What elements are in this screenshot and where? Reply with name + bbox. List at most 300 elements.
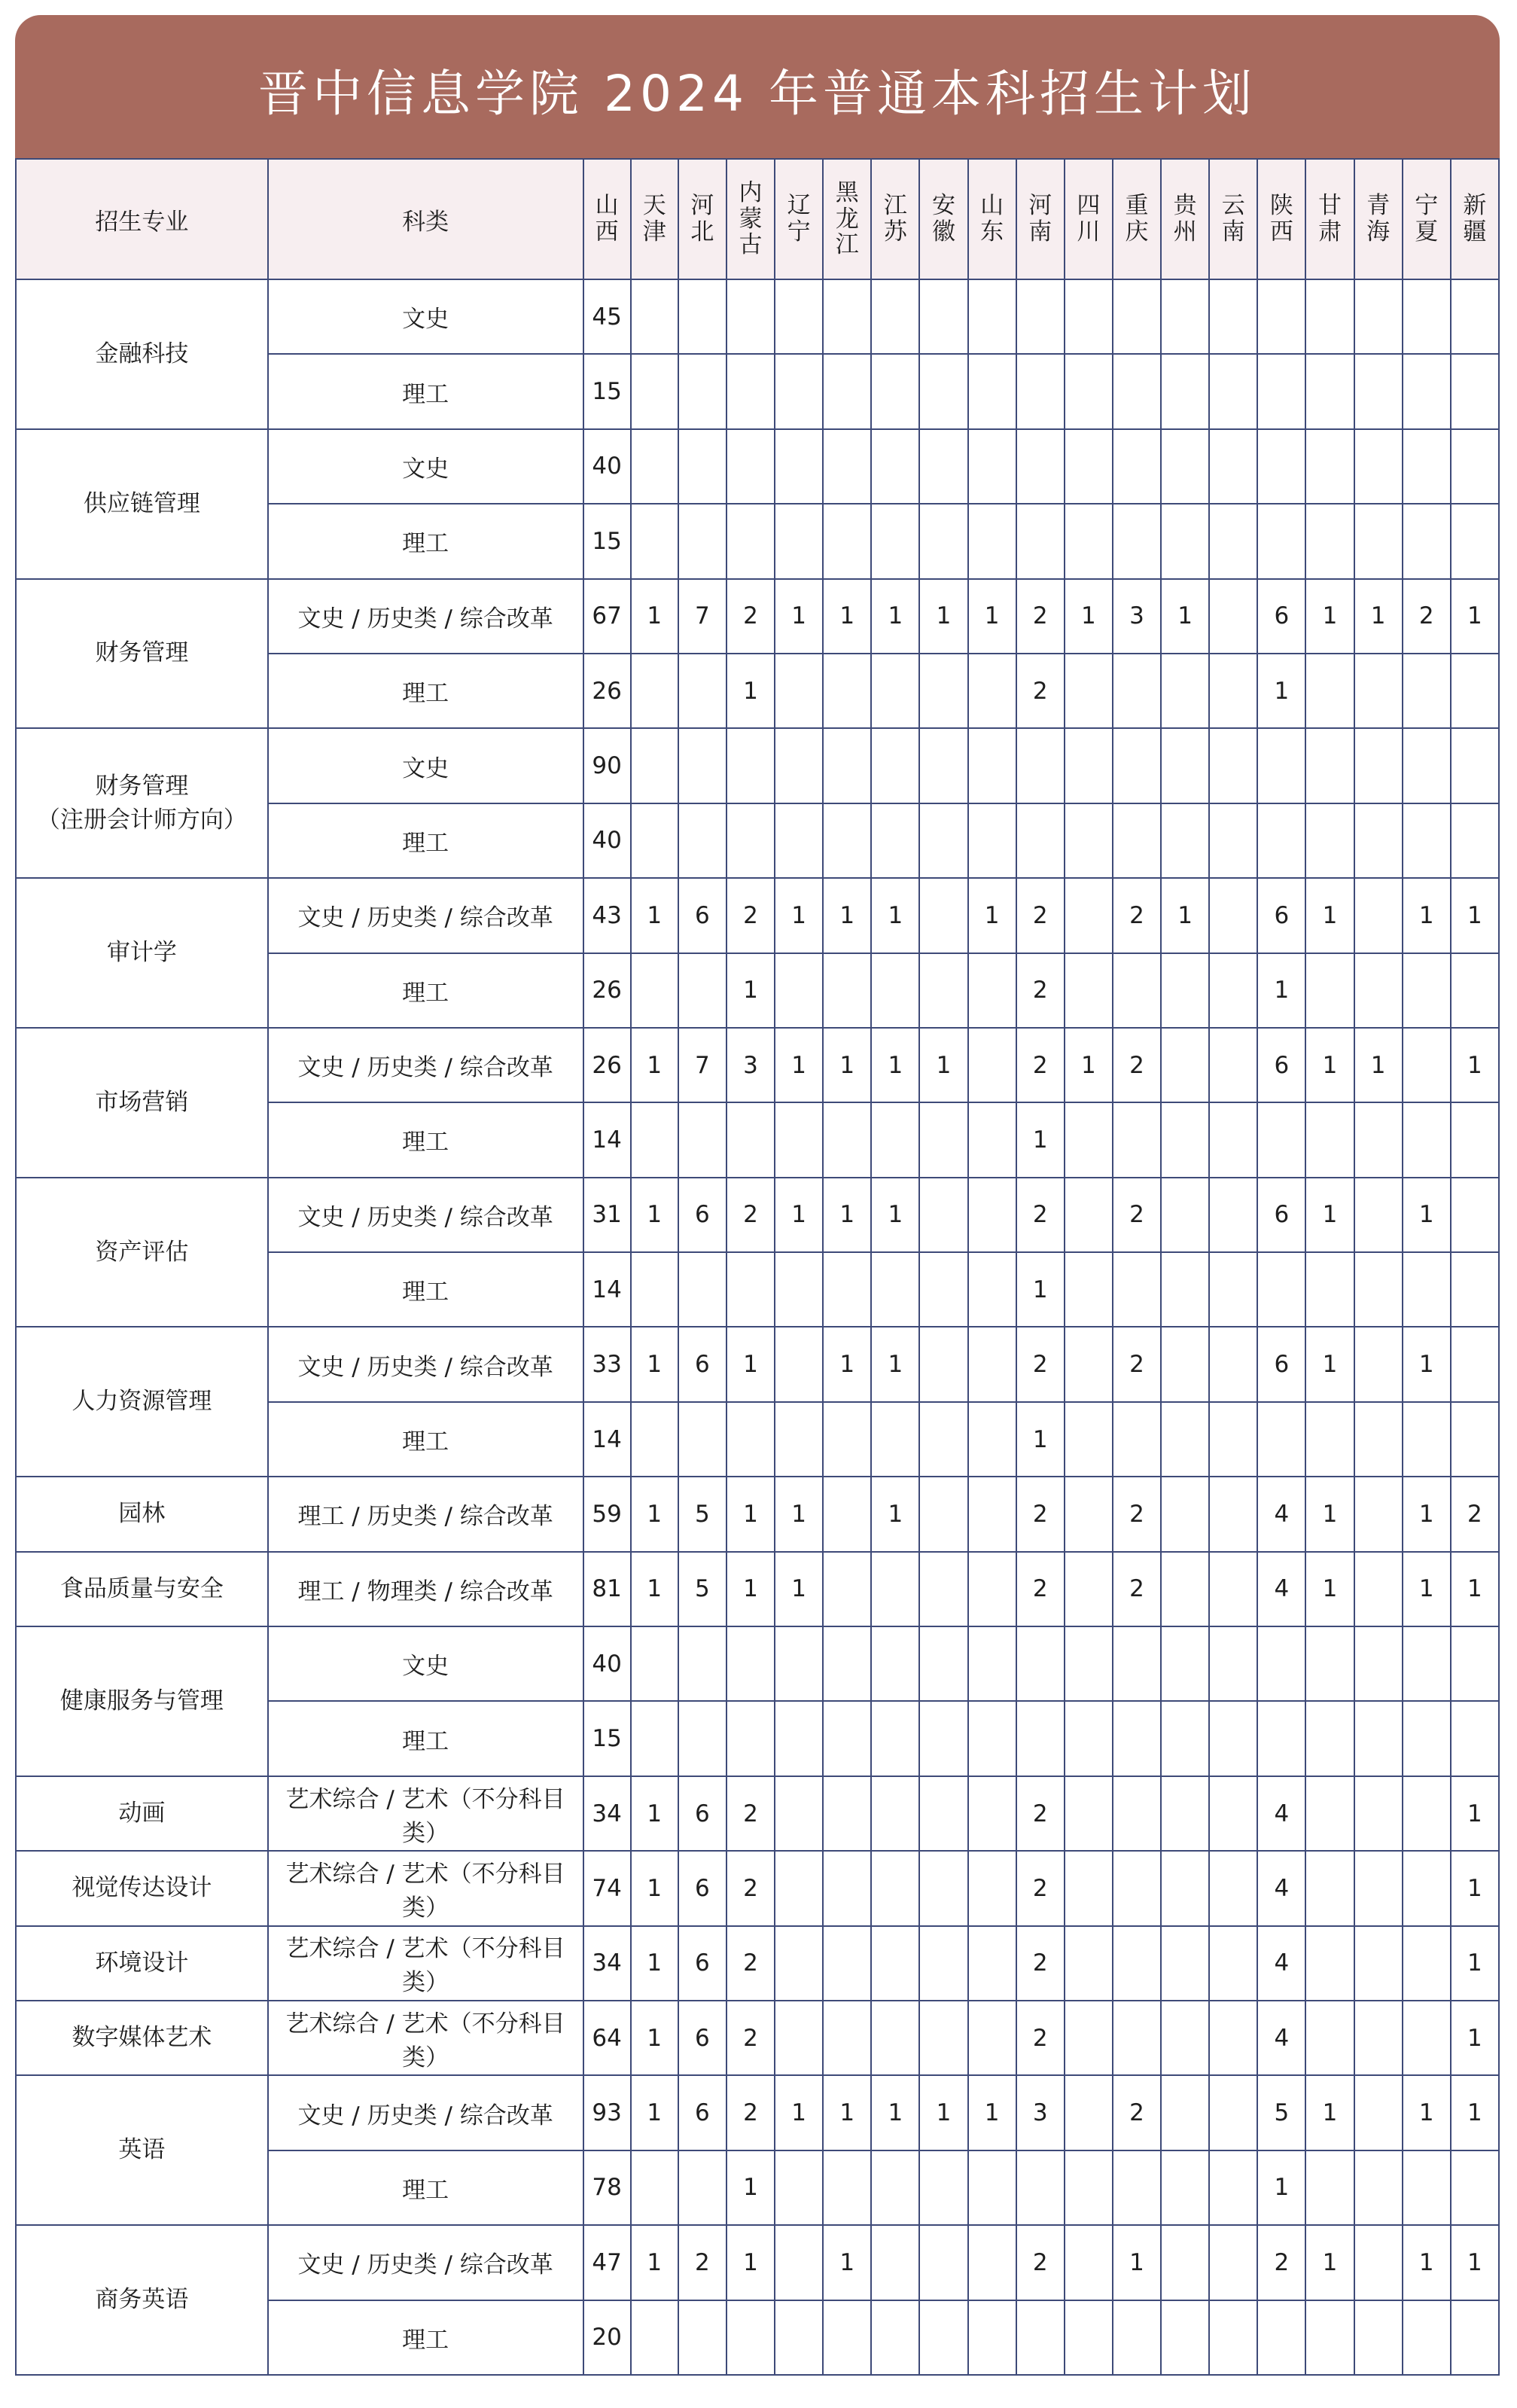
quota-cell: 1	[1305, 2225, 1354, 2300]
header-province	[823, 159, 871, 279]
quota-cell	[968, 1477, 1016, 1551]
quota-cell	[1354, 803, 1403, 878]
quota-cell	[1161, 2225, 1209, 2300]
quota-cell	[775, 504, 823, 578]
quota-cell	[1065, 2001, 1113, 2075]
header-province	[1451, 159, 1499, 279]
quota-cell: 4	[1257, 1477, 1305, 1551]
quota-cell	[1403, 1102, 1451, 1177]
header-province	[1209, 159, 1257, 279]
quota-cell: 1	[871, 2075, 919, 2150]
quota-cell	[1113, 1776, 1161, 1851]
header-province-label: 山西	[595, 192, 619, 245]
quota-cell	[968, 1327, 1016, 1401]
quota-cell	[1065, 878, 1113, 953]
quota-cell: 1	[1257, 953, 1305, 1028]
quota-cell: 1	[727, 2150, 775, 2225]
quota-cell: 1	[1305, 1178, 1354, 1252]
quota-cell	[1354, 1477, 1403, 1551]
quota-cell	[1161, 2001, 1209, 2075]
quota-cell	[631, 654, 678, 728]
quota-cell	[1113, 279, 1161, 354]
quota-cell: 40	[583, 429, 631, 504]
quota-cell	[1403, 1402, 1451, 1477]
quota-cell: 1	[1403, 1327, 1451, 1401]
quota-cell	[1305, 1926, 1354, 2001]
quota-cell	[631, 1701, 678, 1776]
quota-cell	[871, 803, 919, 878]
quota-cell: 2	[727, 1926, 775, 2001]
quota-cell	[727, 1402, 775, 1477]
quota-cell	[1065, 953, 1113, 1028]
quota-cell	[871, 504, 919, 578]
quota-cell	[727, 1626, 775, 1701]
quota-cell	[1451, 1102, 1499, 1177]
category-cell: 理工	[268, 2150, 583, 2225]
quota-cell	[1065, 1851, 1113, 1925]
category-cell: 文史 / 历史类 / 综合改革	[268, 1178, 583, 1252]
quota-cell: 15	[583, 504, 631, 578]
quota-cell	[871, 2001, 919, 2075]
header-province-label: 河南	[1028, 192, 1052, 245]
quota-cell	[1403, 354, 1451, 428]
quota-cell	[1161, 1402, 1209, 1477]
quota-cell: 4	[1257, 1926, 1305, 2001]
quota-cell: 26	[583, 1028, 631, 1102]
quota-cell: 1	[871, 1477, 919, 1551]
quota-cell	[871, 1926, 919, 2001]
quota-cell: 2	[1016, 1028, 1065, 1102]
quota-cell: 2	[1403, 579, 1451, 654]
quota-cell	[1305, 1102, 1354, 1177]
quota-cell	[1257, 1626, 1305, 1701]
quota-cell	[1305, 2300, 1354, 2375]
category-cell: 理工	[268, 1701, 583, 1776]
quota-cell	[1161, 279, 1209, 354]
quota-cell	[678, 1626, 727, 1701]
header-province-label: 陕西	[1269, 192, 1293, 245]
quota-cell: 6	[1257, 1178, 1305, 1252]
quota-cell	[1016, 429, 1065, 504]
quota-cell: 4	[1257, 1851, 1305, 1925]
quota-cell: 1	[823, 1327, 871, 1401]
quota-cell	[919, 1327, 967, 1401]
quota-cell: 1	[631, 1552, 678, 1626]
quota-cell	[919, 654, 967, 728]
category-cell: 艺术综合 / 艺术（不分科目类）	[268, 1776, 583, 1851]
quota-cell	[678, 953, 727, 1028]
quota-cell	[1016, 2150, 1065, 2225]
quota-cell	[1065, 1327, 1113, 1401]
quota-cell	[1113, 354, 1161, 428]
quota-cell: 6	[678, 1327, 727, 1401]
category-cell: 文史 / 历史类 / 综合改革	[268, 1028, 583, 1102]
quota-cell	[1016, 504, 1065, 578]
quota-cell: 1	[823, 1028, 871, 1102]
major-name: 动画	[16, 1776, 268, 1851]
quota-cell: 1	[1257, 654, 1305, 728]
quota-cell	[919, 878, 967, 953]
quota-cell	[871, 1851, 919, 1925]
quota-cell	[823, 1776, 871, 1851]
major-name: 食品质量与安全	[16, 1552, 268, 1626]
quota-cell	[1065, 1776, 1113, 1851]
quota-cell	[968, 1252, 1016, 1327]
quota-cell	[1065, 1926, 1113, 2001]
major-name: 金融科技	[16, 279, 268, 429]
major-name: 数字媒体艺术	[16, 2001, 268, 2075]
quota-cell	[1113, 1626, 1161, 1701]
quota-cell	[678, 279, 727, 354]
quota-cell	[968, 728, 1016, 803]
quota-cell	[968, 1626, 1016, 1701]
header-province-label: 山东	[980, 192, 1004, 245]
quota-cell: 2	[1016, 2225, 1065, 2300]
quota-cell: 93	[583, 2075, 631, 2150]
quota-cell	[1209, 1327, 1257, 1401]
quota-cell	[1305, 429, 1354, 504]
category-cell: 文史 / 历史类 / 综合改革	[268, 579, 583, 654]
header-province-label: 甘肃	[1317, 192, 1342, 245]
quota-cell	[727, 354, 775, 428]
quota-cell: 1	[1016, 1402, 1065, 1477]
quota-cell	[775, 1327, 823, 1401]
quota-cell	[968, 1102, 1016, 1177]
quota-cell	[919, 1851, 967, 1925]
quota-cell	[871, 1102, 919, 1177]
quota-cell	[1065, 2225, 1113, 2300]
quota-cell	[1403, 654, 1451, 728]
quota-cell	[1161, 1552, 1209, 1626]
quota-cell	[1451, 1327, 1499, 1401]
quota-cell	[1161, 728, 1209, 803]
table-row	[16, 2225, 1499, 2300]
quota-cell	[631, 953, 678, 1028]
quota-cell	[1209, 1701, 1257, 1776]
quota-cell	[678, 2300, 727, 2375]
quota-cell: 1	[1451, 878, 1499, 953]
quota-cell: 1	[775, 1028, 823, 1102]
quota-cell	[775, 1402, 823, 1477]
quota-cell	[1451, 1402, 1499, 1477]
quota-cell	[1209, 579, 1257, 654]
quota-cell: 4	[1257, 1776, 1305, 1851]
quota-cell: 1	[727, 1552, 775, 1626]
quota-cell: 45	[583, 279, 631, 354]
quota-cell: 78	[583, 2150, 631, 2225]
category-cell: 理工	[268, 803, 583, 878]
quota-cell: 2	[1016, 1926, 1065, 2001]
quota-cell: 3	[1113, 579, 1161, 654]
table-row	[16, 2075, 1499, 2150]
quota-cell	[1354, 1926, 1403, 2001]
category-cell: 文史	[268, 728, 583, 803]
quota-cell: 1	[1016, 1252, 1065, 1327]
quota-cell	[1161, 1477, 1209, 1551]
table-row	[16, 1477, 1499, 1551]
quota-cell	[1403, 1926, 1451, 2001]
quota-cell	[919, 2300, 967, 2375]
quota-cell	[1305, 1402, 1354, 1477]
quota-cell	[1209, 2150, 1257, 2225]
header-row	[16, 159, 1499, 279]
header-province	[1113, 159, 1161, 279]
quota-cell	[775, 279, 823, 354]
quota-cell: 1	[631, 579, 678, 654]
quota-cell: 1	[775, 878, 823, 953]
quota-cell	[678, 1102, 727, 1177]
quota-cell	[1354, 1327, 1403, 1401]
quota-cell: 6	[1257, 1327, 1305, 1401]
quota-cell: 1	[775, 1552, 823, 1626]
table-row	[16, 1851, 1499, 1925]
quota-cell	[1161, 1701, 1209, 1776]
quota-cell: 2	[1016, 1327, 1065, 1401]
quota-cell	[1161, 1252, 1209, 1327]
quota-cell: 3	[727, 1028, 775, 1102]
quota-cell	[1257, 429, 1305, 504]
quota-cell	[919, 1178, 967, 1252]
header-province-label: 四川	[1077, 192, 1101, 245]
major-name: 视觉传达设计	[16, 1851, 268, 1925]
quota-cell	[1113, 1701, 1161, 1776]
header-province	[968, 159, 1016, 279]
quota-cell: 1	[1451, 1851, 1499, 1925]
quota-cell: 2	[1113, 1477, 1161, 1551]
header-province	[1305, 159, 1354, 279]
quota-cell: 1	[1451, 1028, 1499, 1102]
quota-cell	[1209, 2075, 1257, 2150]
quota-cell	[1161, 504, 1209, 578]
quota-cell	[1451, 953, 1499, 1028]
category-cell: 文史 / 历史类 / 综合改革	[268, 2075, 583, 2150]
quota-cell: 1	[1305, 1552, 1354, 1626]
quota-cell	[1209, 878, 1257, 953]
category-cell: 理工	[268, 654, 583, 728]
quota-cell	[1209, 504, 1257, 578]
quota-cell: 1	[823, 878, 871, 953]
quota-cell	[727, 504, 775, 578]
header-province	[631, 159, 678, 279]
quota-cell: 2	[727, 1776, 775, 1851]
quota-cell: 2	[1016, 953, 1065, 1028]
quota-cell	[1305, 1701, 1354, 1776]
quota-cell	[1403, 2300, 1451, 2375]
quota-cell: 2	[1257, 2225, 1305, 2300]
quota-cell	[1065, 728, 1113, 803]
quota-cell: 2	[1113, 1028, 1161, 1102]
quota-cell	[871, 2150, 919, 2225]
quota-cell	[727, 279, 775, 354]
quota-cell	[1305, 803, 1354, 878]
quota-cell	[678, 654, 727, 728]
header-province-label: 云南	[1221, 192, 1245, 245]
quota-cell	[871, 279, 919, 354]
quota-cell: 74	[583, 1851, 631, 1925]
quota-cell	[1354, 1776, 1403, 1851]
quota-cell	[678, 1252, 727, 1327]
quota-cell	[775, 354, 823, 428]
quota-cell	[1161, 2300, 1209, 2375]
quota-cell	[727, 429, 775, 504]
quota-cell: 40	[583, 803, 631, 878]
quota-cell: 1	[823, 579, 871, 654]
quota-cell: 1	[1403, 2225, 1451, 2300]
quota-cell: 1	[1305, 579, 1354, 654]
quota-cell: 1	[1451, 1926, 1499, 2001]
table-row	[16, 728, 1499, 803]
quota-cell: 2	[1113, 1552, 1161, 1626]
quota-cell: 2	[727, 878, 775, 953]
quota-cell	[775, 1776, 823, 1851]
quota-cell	[1209, 1102, 1257, 1177]
quota-cell	[1209, 1477, 1257, 1551]
quota-cell	[1065, 429, 1113, 504]
quota-cell	[727, 1102, 775, 1177]
quota-cell: 2	[1113, 878, 1161, 953]
quota-cell: 1	[631, 1028, 678, 1102]
quota-cell: 4	[1257, 1552, 1305, 1626]
quota-cell	[1403, 1626, 1451, 1701]
category-cell: 理工	[268, 953, 583, 1028]
quota-cell	[1209, 354, 1257, 428]
quota-cell	[775, 2225, 823, 2300]
quota-cell: 7	[678, 1028, 727, 1102]
quota-cell	[1209, 1028, 1257, 1102]
quota-cell	[1305, 728, 1354, 803]
header-province	[1257, 159, 1305, 279]
quota-cell	[631, 1102, 678, 1177]
quota-cell	[1209, 2300, 1257, 2375]
quota-cell	[1161, 354, 1209, 428]
quota-cell	[823, 1252, 871, 1327]
quota-cell	[775, 1626, 823, 1701]
quota-cell: 2	[1113, 1327, 1161, 1401]
quota-cell	[1161, 953, 1209, 1028]
quota-cell	[919, 279, 967, 354]
quota-cell	[1451, 1178, 1499, 1252]
header-province	[1354, 159, 1403, 279]
quota-cell	[968, 953, 1016, 1028]
quota-cell	[1354, 1701, 1403, 1776]
quota-cell: 1	[1161, 579, 1209, 654]
category-cell: 文史	[268, 279, 583, 354]
quota-cell	[1113, 2300, 1161, 2375]
quota-cell	[1354, 504, 1403, 578]
header-province-label: 黑龙江	[835, 178, 859, 259]
quota-cell	[1354, 2001, 1403, 2075]
quota-cell	[678, 2150, 727, 2225]
quota-cell	[727, 2300, 775, 2375]
quota-cell	[1161, 1102, 1209, 1177]
major-name: 环境设计	[16, 1926, 268, 2001]
quota-cell	[775, 2300, 823, 2375]
quota-cell: 1	[631, 1926, 678, 2001]
quota-cell	[1209, 1851, 1257, 1925]
quota-cell	[1305, 2150, 1354, 2225]
enrollment-plan-table	[15, 158, 1500, 2376]
table-row	[16, 1776, 1499, 1851]
quota-cell	[631, 803, 678, 878]
quota-cell	[775, 803, 823, 878]
quota-cell	[1305, 354, 1354, 428]
quota-cell	[919, 1477, 967, 1551]
quota-cell	[775, 953, 823, 1028]
quota-cell: 1	[631, 1327, 678, 1401]
quota-cell	[678, 354, 727, 428]
quota-cell	[1016, 279, 1065, 354]
major-name: 人力资源管理	[16, 1327, 268, 1477]
quota-cell	[968, 2300, 1016, 2375]
quota-cell	[1209, 1252, 1257, 1327]
quota-cell	[919, 1926, 967, 2001]
quota-cell	[871, 2225, 919, 2300]
quota-cell	[1065, 803, 1113, 878]
quota-cell	[1403, 953, 1451, 1028]
quota-cell	[1113, 1402, 1161, 1477]
quota-cell: 1	[1403, 1477, 1451, 1551]
header-province-label: 重庆	[1125, 192, 1149, 245]
quota-cell: 1	[631, 2001, 678, 2075]
quota-cell	[823, 2300, 871, 2375]
quota-cell	[919, 953, 967, 1028]
quota-cell	[919, 1552, 967, 1626]
quota-cell	[823, 1552, 871, 1626]
quota-cell	[968, 803, 1016, 878]
quota-cell	[1113, 953, 1161, 1028]
category-cell: 艺术综合 / 艺术（不分科目类）	[268, 1926, 583, 2001]
header-province-label: 河北	[690, 192, 714, 245]
quota-cell	[919, 1626, 967, 1701]
quota-cell	[1451, 1701, 1499, 1776]
quota-cell	[1403, 1028, 1451, 1102]
quota-cell	[968, 1552, 1016, 1626]
header-major: 招生专业	[16, 159, 268, 279]
category-cell: 理工	[268, 2300, 583, 2375]
quota-cell: 1	[1016, 1102, 1065, 1177]
quota-cell	[1161, 1028, 1209, 1102]
quota-cell	[1065, 504, 1113, 578]
quota-cell	[968, 2001, 1016, 2075]
header-province	[775, 159, 823, 279]
quota-cell	[1161, 2075, 1209, 2150]
quota-cell	[1257, 1252, 1305, 1327]
category-cell: 理工	[268, 1402, 583, 1477]
quota-cell	[1209, 1626, 1257, 1701]
quota-cell: 1	[919, 1028, 967, 1102]
quota-cell: 1	[631, 1477, 678, 1551]
quota-cell	[631, 728, 678, 803]
quota-cell: 6	[1257, 1028, 1305, 1102]
quota-cell	[1161, 429, 1209, 504]
quota-cell: 2	[1016, 1477, 1065, 1551]
quota-cell	[727, 803, 775, 878]
quota-cell	[1354, 2150, 1403, 2225]
quota-cell: 7	[678, 579, 727, 654]
quota-cell	[968, 429, 1016, 504]
quota-cell	[1451, 728, 1499, 803]
quota-cell	[631, 1402, 678, 1477]
quota-cell	[1161, 803, 1209, 878]
quota-cell	[968, 1926, 1016, 2001]
category-cell: 艺术综合 / 艺术（不分科目类）	[268, 2001, 583, 2075]
quota-cell	[919, 504, 967, 578]
header-province	[583, 159, 631, 279]
quota-cell	[968, 1028, 1016, 1102]
header-province-label: 天津	[642, 192, 666, 245]
quota-cell	[1113, 803, 1161, 878]
quota-cell	[1209, 728, 1257, 803]
